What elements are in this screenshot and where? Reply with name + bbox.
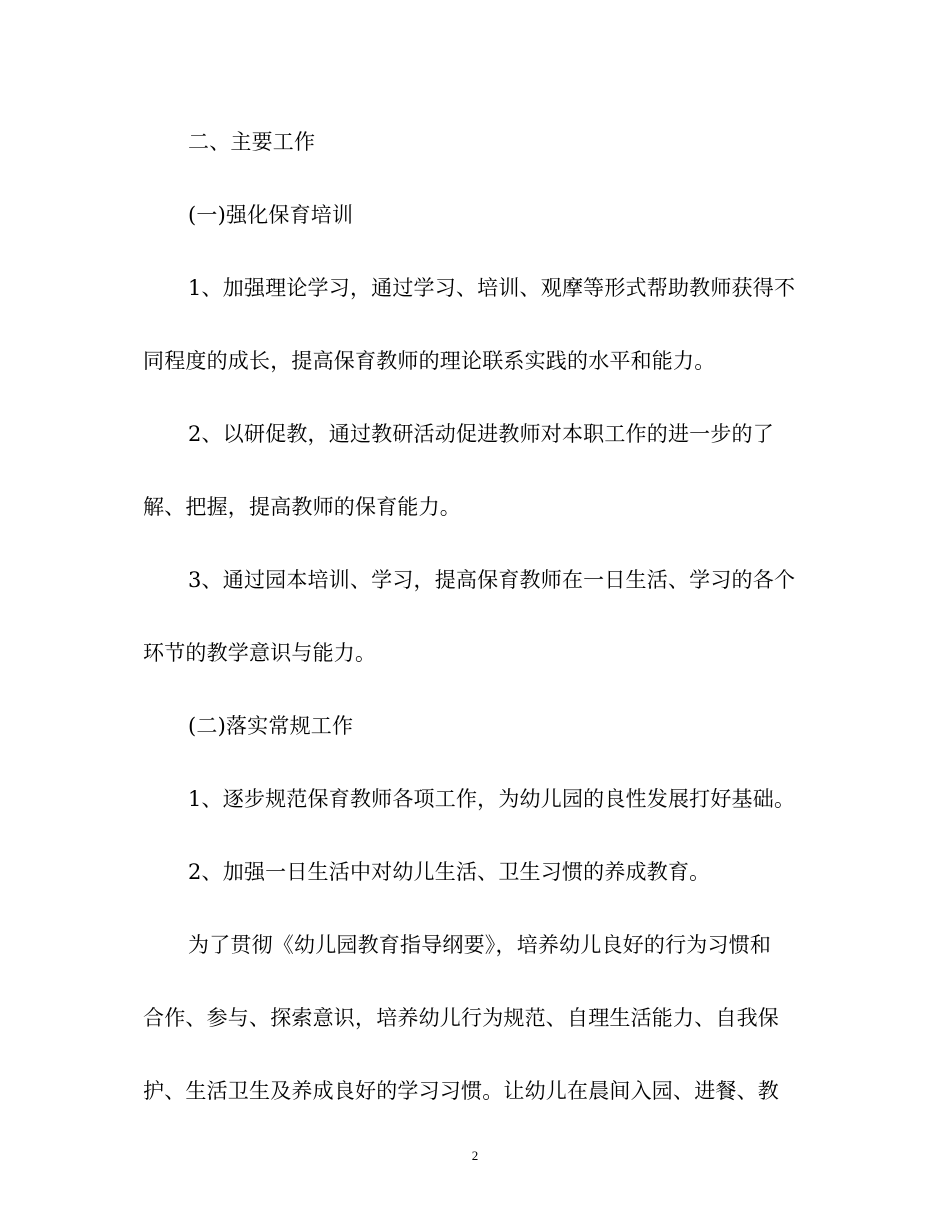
paragraph-line: 合作、参与、探索意识，培养幼儿行为规范、自理生活能力、自我保 [143,1006,779,1030]
paragraph-line: 同程度的成长，提高保育教师的理论联系实践的水平和能力。 [143,349,716,373]
section-heading: 二、主要工作 [188,130,316,154]
subsection-heading: (二)落实常规工作 [188,714,354,738]
paragraph-line: 2、以研促教，通过教研活动促进教师对本职工作的进一步的了 [188,422,774,446]
paragraph-line: 1、逐步规范保育教师各项工作，为幼儿园的良性发展打好基础。 [188,787,796,811]
paragraph-line: 为了贯彻《幼儿园教育指导纲要》，培养幼儿良好的行为习惯和 [188,933,772,957]
page-number: 2 [471,1148,479,1163]
paragraph-line: 3、通过园本培训、学习，提高保育教师在一日生活、学习的各个 [188,568,796,592]
paragraph-line: 1、加强理论学习，通过学习、培训、观摩等形式帮助教师获得不 [188,276,796,300]
paragraph-line: 护、生活卫生及养成良好的学习习惯。让幼儿在晨间入园、进餐、教 [143,1079,779,1103]
paragraph-line: 环节的教学意识与能力。 [143,641,377,665]
paragraph-line: 解、把握，提高教师的保育能力。 [143,495,461,519]
paragraph-line: 2、加强一日生活中对幼儿生活、卫生习惯的养成教育。 [188,860,711,884]
subsection-heading: (一)强化保育培训 [188,203,354,227]
